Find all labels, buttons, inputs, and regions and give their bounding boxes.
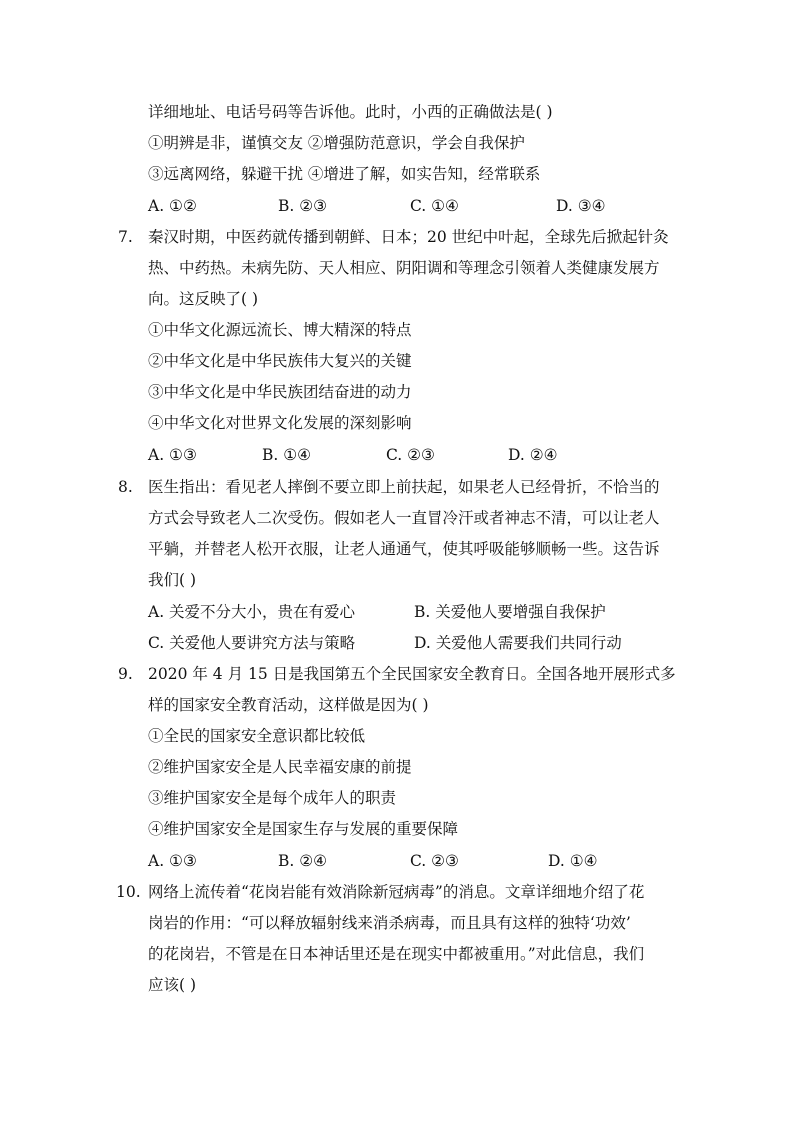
q7-statement-1: ①中华文化源远流长、博大精深的特点 — [148, 321, 412, 339]
q9-statement-1: ①全民的国家安全意识都比较低 — [148, 727, 366, 745]
q10-stem-line-1: 网络上流传着“花岗岩能有效消除新冠病毒”的消息。文章详细地介绍了花 — [148, 883, 645, 901]
q7-option-d: D. ②④ — [508, 446, 558, 464]
q9-statement-2: ②维护国家安全是人民幸福安康的前提 — [148, 758, 412, 776]
q10-stem-line-2: 岗岩的作用：“可以释放辐射线来消杀病毒，而且具有这样的独特‘功效’ — [148, 914, 631, 932]
q8-option-d: D. 关爱他人需要我们共同行动 — [414, 634, 622, 652]
q8-stem-line-3: 平躺，并替老人松开衣服，让老人通通气，使其呼吸能够顺畅一些。这告诉 — [148, 540, 660, 558]
q6-option-c: C. ①④ — [410, 197, 459, 215]
q7-stem-line-1: 秦汉时期，中医药就传播到朝鲜、日本；20 世纪中叶起，全球先后掀起针灸 — [148, 228, 669, 246]
q9-option-d: D. ①④ — [548, 852, 598, 870]
q9-option-a: A. ①③ — [148, 852, 197, 870]
q8-stem-line-2: 方式会导致老人二次受伤。假如老人一直冒冷汗或者神志不清，可以让老人 — [148, 509, 660, 527]
q7-option-a: A. ①③ — [148, 446, 197, 464]
q7-statement-4: ④中华文化对世界文化发展的深刻影响 — [148, 414, 412, 432]
q10-stem-line-4: 应该( ) — [148, 976, 197, 994]
q8-option-a: A. 关爱不分大小，贵在有爱心 — [148, 603, 356, 621]
q9-stem-line-1: 2020 年 4 月 15 日是我国第五个全民国家安全教育日。全国各地开展形式多 — [148, 665, 676, 683]
q9-statement-4: ④维护国家安全是国家生存与发展的重要保障 — [148, 820, 459, 838]
q7-statement-3: ③中华文化是中华民族团结奋进的动力 — [148, 383, 412, 401]
q9-statement-3: ③维护国家安全是每个成年人的职责 — [148, 789, 397, 807]
q8-option-b: B. 关爱他人要增强自我保护 — [414, 603, 606, 621]
q6-statements-2: ③远离网络，躲避干扰 ④增进了解，如实告知，经常联系 — [148, 165, 541, 183]
q8-option-c: C. 关爱他人要讲究方法与策略 — [148, 634, 356, 652]
q8-stem-line-4: 我们( ) — [148, 571, 197, 589]
q7-option-c: C. ②③ — [386, 446, 435, 464]
q7-stem-line-2: 热、中药热。未病先防、天人相应、阴阳调和等理念引领着人类健康发展方 — [148, 259, 660, 277]
q6-option-d: D. ③④ — [556, 197, 606, 215]
q6-option-b: B. ②③ — [278, 197, 328, 215]
q10-stem-line-3: 的花岗岩，不管是在日本神话里还是在现实中都被重用。”对此信息，我们 — [148, 945, 645, 963]
q9-option-c: C. ②③ — [410, 852, 459, 870]
q9-number: 9. — [118, 665, 133, 683]
q7-stem-line-3: 向。这反映了( ) — [148, 290, 259, 308]
q7-option-b: B. ①④ — [262, 446, 312, 464]
q6-option-a: A. ①② — [148, 197, 197, 215]
q9-stem-line-2: 样的国家安全教育活动，这样做是因为( ) — [148, 696, 429, 714]
q8-stem-line-1: 医生指出：看见老人摔倒不要立即上前扶起，如果老人已经骨折，不恰当的 — [148, 478, 660, 496]
q6-statements-1: ①明辨是非，谨慎交友 ②增强防范意识，学会自我保护 — [148, 134, 525, 152]
q10-number: 10. — [116, 883, 141, 901]
q8-number: 8. — [118, 478, 133, 496]
q7-statement-2: ②中华文化是中华民族伟大复兴的关键 — [148, 352, 412, 370]
q7-number: 7. — [118, 228, 133, 246]
q6-stem-line: 详细地址、电话号码等告诉他。此时，小西的正确做法是( ) — [148, 103, 553, 121]
q9-option-b: B. ②④ — [278, 852, 328, 870]
